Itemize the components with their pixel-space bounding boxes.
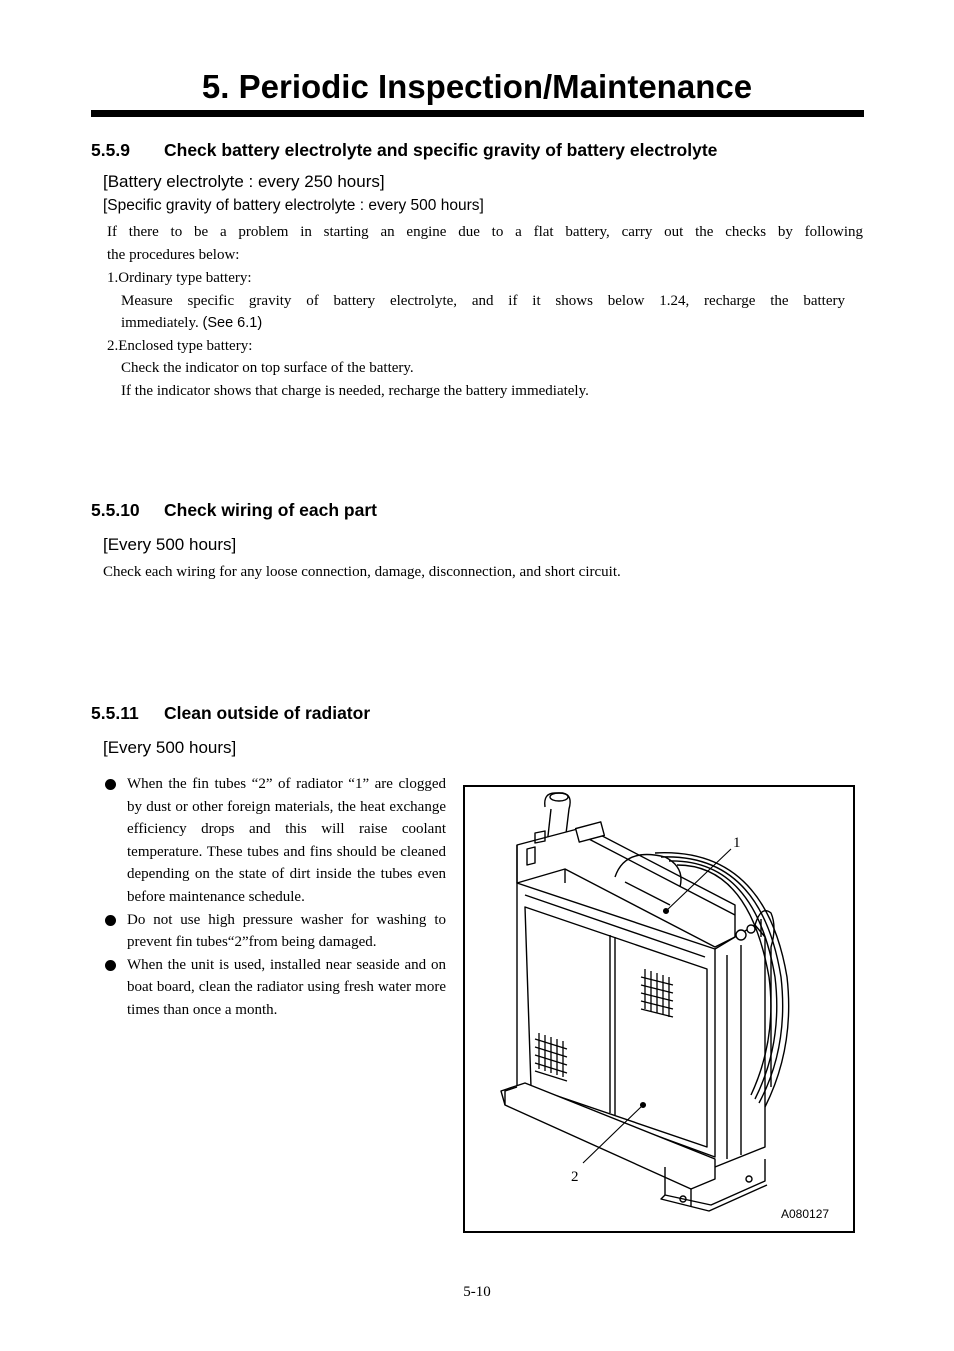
section-559-intro-line1: If there to be a problem in starting an engine due to a flat battery, carry out the checks by following — [107, 224, 863, 240]
section-559-item2-line2: If the indicator shows that charge is needed, recharge the battery immediately. — [121, 383, 589, 399]
section-559-item2-title: 2.Enclosed type battery: — [107, 338, 253, 354]
section-559-item1-line2-text: immediately. — [121, 315, 199, 331]
section-5511-title: Clean outside of radiator — [164, 703, 371, 723]
figure-label-2: 2 — [571, 1169, 579, 1185]
section-559-interval-2: [Specific gravity of battery electrolyte : every 500 hours] — [103, 197, 484, 214]
section-559-heading — [91, 140, 717, 161]
radiator-illustration — [465, 787, 853, 1231]
section-5511-bullet-list — [104, 773, 446, 1022]
radiator-figure — [463, 785, 855, 1233]
section-559-title: Check battery electrolyte and specific gravity of battery electrolyte — [164, 140, 718, 160]
bullet-dot-icon — [105, 915, 116, 926]
bullet-text: When the fin tubes “2” of radiator “1” are clogged by dust or other foreign materials, the heat exchange efficiency drops and this will raise coolant temperature. These tubes and fins should be cleaned depending on the state of dirt inside the tubes even before maintenance schedule. — [127, 776, 446, 905]
section-559-interval-1: [Battery electrolyte : every 250 hours] — [103, 172, 385, 191]
section-5510-interval: [Every 500 hours] — [103, 535, 237, 554]
title-rule — [91, 110, 864, 117]
section-559-intro-line2: the procedures below: — [107, 247, 240, 263]
section-559-item1-line2 — [121, 312, 262, 335]
section-5510-title: Check wiring of each part — [164, 500, 377, 520]
figure-label-1: 1 — [733, 835, 741, 851]
section-5511-number: 5.5.11 — [91, 703, 139, 723]
section-559-item1-title: 1.Ordinary type battery: — [107, 270, 252, 286]
section-559-item1-ref: (See 6.1) — [202, 315, 263, 331]
section-559-item1-line1: Measure specific gravity of battery electrolyte, and if it shows below 1.24, recharge the battery — [121, 293, 845, 309]
section-5510-number: 5.5.10 — [91, 500, 140, 520]
section-5511-heading — [91, 703, 370, 724]
figure-code: A080127 — [781, 1207, 830, 1221]
bullet-text: Do not use high pressure washer for washing to prevent fin tubes“2”from being damaged. — [127, 911, 446, 951]
section-5510-heading — [91, 500, 377, 521]
bullet-item — [104, 909, 446, 954]
bullet-dot-icon — [105, 779, 116, 790]
bullet-dot-icon — [105, 960, 116, 971]
chapter-title: 5. Periodic Inspection/Maintenance — [201, 68, 753, 105]
bullet-item — [104, 773, 446, 909]
section-5511-interval: [Every 500 hours] — [103, 738, 237, 757]
section-559-number: 5.5.9 — [91, 140, 130, 160]
section-559-item2-line1: Check the indicator on top surface of the battery. — [121, 360, 414, 376]
bullet-item — [104, 954, 446, 1022]
bullet-text: When the unit is used, installed near seaside and on boat board, clean the radiator using fresh water more times than once a month. — [127, 956, 446, 1018]
section-5510-text: Check each wiring for any loose connection, damage, disconnection, and short circuit. — [103, 564, 621, 580]
page-number: 5-10 — [463, 1284, 491, 1300]
